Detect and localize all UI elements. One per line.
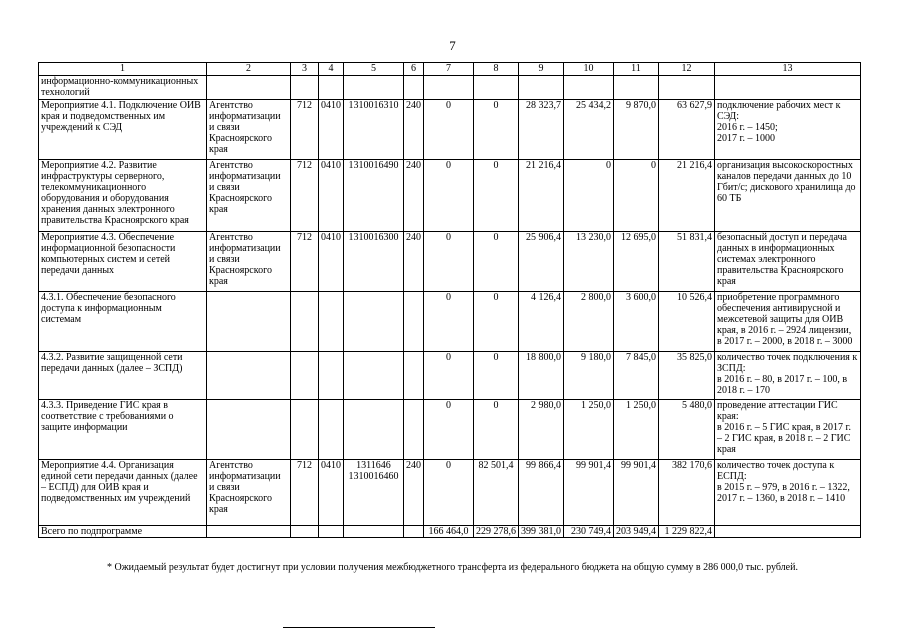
table-cell: 10 526,4	[659, 292, 715, 352]
table-cell: 712	[291, 100, 319, 160]
table-cell: 240	[404, 232, 424, 292]
table-cell: 0	[564, 160, 614, 232]
header-cell: 8	[474, 63, 519, 76]
table-cell	[207, 526, 291, 538]
table-cell	[404, 400, 424, 460]
table-cell	[344, 400, 404, 460]
table-cell: 240	[404, 100, 424, 160]
table-cell: 0	[424, 400, 474, 460]
table-cell	[404, 292, 424, 352]
table-cell: 0	[424, 232, 474, 292]
table-cell: 4 126,4	[519, 292, 564, 352]
table-cell: 99 866,4	[519, 460, 564, 526]
table-cell: Агентство информатизации и связи Красноярского края	[207, 232, 291, 292]
table-cell	[207, 76, 291, 100]
table-cell	[319, 292, 344, 352]
table-cell: 712	[291, 460, 319, 526]
header-cell: 11	[614, 63, 659, 76]
table-cell: 0	[474, 292, 519, 352]
table-cell: 1 229 822,4	[659, 526, 715, 538]
table-cell: 2 800,0	[564, 292, 614, 352]
table-cell: Мероприятие 4.4. Организация единой сети передачи данных (далее – ЕСПД) для ОИВ края и подведомственных им учреждений	[39, 460, 207, 526]
header-cell: 3	[291, 63, 319, 76]
table-cell: 13 230,0	[564, 232, 614, 292]
table-cell: 712	[291, 160, 319, 232]
table-cell	[291, 292, 319, 352]
table-cell: 240	[404, 160, 424, 232]
table-cell: 0	[424, 160, 474, 232]
table-cell: 0410	[319, 160, 344, 232]
table-cell: 0410	[319, 460, 344, 526]
table-row	[39, 160, 861, 232]
header-cell: 4	[319, 63, 344, 76]
table-cell: 0	[474, 352, 519, 400]
table-cell	[519, 76, 564, 100]
table-cell	[404, 76, 424, 100]
header-cell: 12	[659, 63, 715, 76]
table-row	[39, 76, 861, 100]
table-cell	[291, 400, 319, 460]
table-row	[39, 292, 861, 352]
table-cell: 4.3.2. Развитие защищенной сети передачи данных (далее – ЗСПД)	[39, 352, 207, 400]
table-row	[39, 352, 861, 400]
table-cell	[659, 76, 715, 100]
bottom-rule	[283, 627, 435, 628]
table-cell	[344, 292, 404, 352]
table-cell: 7 845,0	[614, 352, 659, 400]
table-cell	[344, 526, 404, 538]
header-cell: 9	[519, 63, 564, 76]
header-cell: 1	[39, 63, 207, 76]
table-cell	[715, 76, 861, 100]
table-cell: 166 464,0	[424, 526, 474, 538]
table-cell: 4.3.3. Приведение ГИС края в соответствие с требованиями о защите информации	[39, 400, 207, 460]
table-cell: 203 949,4	[614, 526, 659, 538]
table-cell: количество точек подключения к ЗСПД: в 2016 г. – 80, в 2017 г. – 100, в 2018 г. – 170	[715, 352, 861, 400]
table-cell: 99 901,4	[564, 460, 614, 526]
header-cell: 7	[424, 63, 474, 76]
table-cell: 712	[291, 232, 319, 292]
table-cell	[207, 400, 291, 460]
table-row	[39, 400, 861, 460]
table-cell: 99 901,4	[614, 460, 659, 526]
table-cell: Агентство информатизации и связи Красноярского края	[207, 460, 291, 526]
table-cell: 0	[424, 100, 474, 160]
footnote: * Ожидаемый результат будет достигнут при условии получения межбюджетного трансферта из федерального бюджета на общую сумму в 286 000,0 тыс. рублей.	[107, 562, 798, 573]
header-cell: 6	[404, 63, 424, 76]
table-cell: 382 170,6	[659, 460, 715, 526]
table-cell	[319, 400, 344, 460]
table-cell: 229 278,6	[474, 526, 519, 538]
table-cell: 1310016490	[344, 160, 404, 232]
header-cell: 13	[715, 63, 861, 76]
table-cell	[715, 526, 861, 538]
table-cell: 18 800,0	[519, 352, 564, 400]
table-cell	[291, 526, 319, 538]
table-cell: Мероприятие 4.1. Подключение ОИВ края и подведомственных им учреждений к СЭД	[39, 100, 207, 160]
table-cell: 9 870,0	[614, 100, 659, 160]
table-cell: 5 480,0	[659, 400, 715, 460]
table-cell: безопасный доступ и передача данных в информационных системах электронного правительства Красноярского края	[715, 232, 861, 292]
header-cell: 5	[344, 63, 404, 76]
table-row	[39, 100, 861, 160]
table-cell	[291, 352, 319, 400]
table-cell: проведение аттестации ГИС края: в 2016 г. – 5 ГИС края, в 2017 г. – 2 ГИС края, в 2018 г. – 2 ГИС края	[715, 400, 861, 460]
header-cell: 10	[564, 63, 614, 76]
table-cell: 21 216,4	[659, 160, 715, 232]
table-cell: 25 434,2	[564, 100, 614, 160]
table-cell: Агентство информатизации и связи Красноярского края	[207, 100, 291, 160]
table-cell	[564, 76, 614, 100]
table-cell: Агентство информатизации и связи Красноярского края	[207, 160, 291, 232]
table-cell: 0	[424, 292, 474, 352]
table-cell: Всего по подпрограмме	[39, 526, 207, 538]
table-cell: 4.3.1. Обеспечение безопасного доступа к информационным системам	[39, 292, 207, 352]
table-cell	[614, 76, 659, 100]
table-cell: 1311646 1310016460	[344, 460, 404, 526]
table-cell: 1310016300	[344, 232, 404, 292]
table-cell: информационно-коммуникационных технологий	[39, 76, 207, 100]
table-cell: 9 180,0	[564, 352, 614, 400]
table-cell: 0	[614, 160, 659, 232]
table-cell: 63 627,9	[659, 100, 715, 160]
table-cell: 51 831,4	[659, 232, 715, 292]
budget-table	[38, 62, 861, 538]
table-cell: 0	[474, 232, 519, 292]
table-cell: количество точек доступа к ЕСПД: в 2015 г. – 979, в 2016 г. – 1322, 2017 г. – 1360, в 2018 г. – 1410	[715, 460, 861, 526]
table-cell: 12 695,0	[614, 232, 659, 292]
table-cell	[344, 76, 404, 100]
table-cell: 0410	[319, 232, 344, 292]
table-cell	[404, 352, 424, 400]
table-cell	[319, 352, 344, 400]
table-cell	[291, 76, 319, 100]
header-cell: 2	[207, 63, 291, 76]
table-cell	[344, 352, 404, 400]
table-cell	[207, 292, 291, 352]
table-cell	[319, 526, 344, 538]
page-number: 7	[449, 38, 456, 53]
table-cell: 25 906,4	[519, 232, 564, 292]
total-row	[39, 526, 861, 538]
table-cell: 1 250,0	[564, 400, 614, 460]
table-cell: 21 216,4	[519, 160, 564, 232]
table-cell: 35 825,0	[659, 352, 715, 400]
table-cell: приобретение программного обеспечения антивирусной и межсетевой защиты для ОИВ края, в 2016 г. – 2924 лицензии, в 2017 г. – 2000, в 2018 г. – 3000	[715, 292, 861, 352]
table-cell: 28 323,7	[519, 100, 564, 160]
table-cell: подключение рабочих мест к СЭД: 2016 г. – 1450; 2017 г. – 1000	[715, 100, 861, 160]
table-cell	[474, 76, 519, 100]
table-cell: 3 600,0	[614, 292, 659, 352]
table-cell: 399 381,0	[519, 526, 564, 538]
header-row	[39, 63, 861, 76]
table-cell: 1 250,0	[614, 400, 659, 460]
table-cell: 0410	[319, 100, 344, 160]
table-cell: 0	[424, 352, 474, 400]
table-row	[39, 232, 861, 292]
table-cell: 1310016310	[344, 100, 404, 160]
table-cell: 240	[404, 460, 424, 526]
table-cell: 0	[474, 160, 519, 232]
table-cell: 2 980,0	[519, 400, 564, 460]
table-cell	[404, 526, 424, 538]
table-cell	[207, 352, 291, 400]
table-cell: 0	[474, 400, 519, 460]
table-cell	[319, 76, 344, 100]
table-cell: Мероприятие 4.3. Обеспечение информационной безопасности компьютерных систем и сетей передачи данных	[39, 232, 207, 292]
table-cell: организация высокоскоростных каналов передачи данных до 10 Гбит/с; дискового хранилища до 60 ТБ	[715, 160, 861, 232]
table-cell: 82 501,4	[474, 460, 519, 526]
table-cell: 0	[474, 100, 519, 160]
table-row	[39, 460, 861, 526]
table-cell	[424, 76, 474, 100]
table-cell: Мероприятие 4.2. Развитие инфраструктуры серверного, телекоммуникационного оборудования и оборудования хранения данных электронного правительства Красноярского края	[39, 160, 207, 232]
table-cell: 230 749,4	[564, 526, 614, 538]
table-cell: 0	[424, 460, 474, 526]
